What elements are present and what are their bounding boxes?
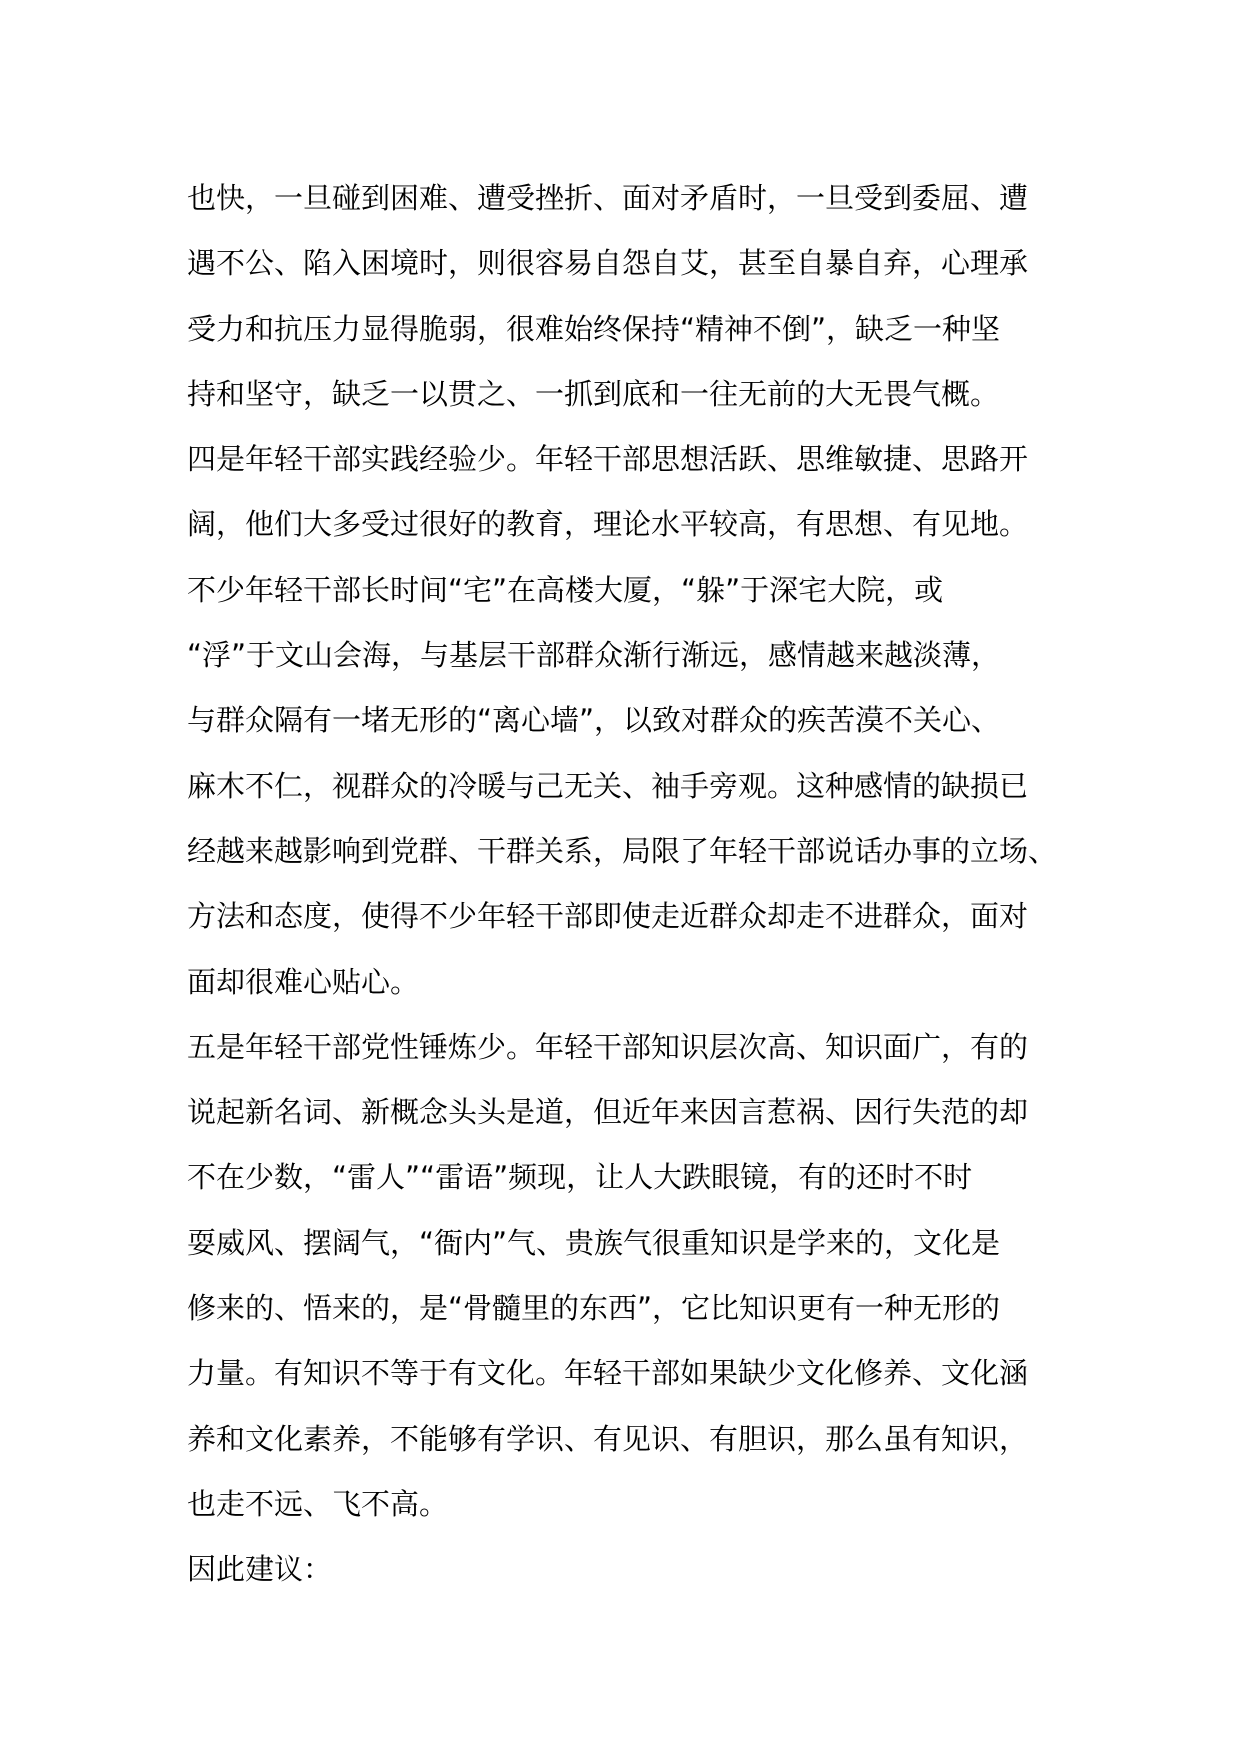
text-line: 养和文化素养，不能够有学识、有见识、有胆识，那么虽有知识，: [187, 1421, 1029, 1456]
text-line: 力量。有知识不等于有文化。年轻干部如果缺少文化修养、文化涵: [187, 1356, 1029, 1391]
body-text: [187, 166, 1067, 1603]
text-line: 耍威风、摆阔气，“衙内”气、贵族气很重知识是学来的，文化是: [187, 1225, 1001, 1260]
text-line: 不在少数，“雷人”“雷语”频现，让人大跌眼镜，有的还时不时: [187, 1160, 973, 1195]
text-line: 受力和抗压力显得脆弱，很难始终保持“精神不倒”，缺乏一种坚: [187, 311, 1001, 346]
text-line: 阔，他们大多受过很好的教育，理论水平较高，有思想、有见地。: [187, 507, 1029, 542]
text-line: 麻木不仁，视群众的冷暖与己无关、袖手旁观。这种感情的缺损已: [187, 768, 1029, 803]
text-line: “浮”于文山会海，与基层干部群众渐行渐远，感情越来越淡薄，: [187, 638, 1001, 673]
text-line: 遇不公、陷入困境时，则很容易自怨自艾，甚至自暴自弃，心理承: [187, 246, 1029, 281]
section-four-heading-line: 四是年轻干部实践经验少。年轻干部思想活跃、思维敏捷、思路开: [187, 442, 1029, 477]
text-line: 持和坚守，缺乏一以贯之、一抓到底和一往无前的大无畏气概。: [187, 376, 1000, 411]
text-line: 经越来越影响到党群、干群关系，局限了年轻干部说话办事的立场、: [187, 833, 1058, 868]
text-line: 与群众隔有一堵无形的“离心墙”，以致对群众的疾苦漠不关心、: [187, 703, 1001, 738]
text-line: 也走不远、飞不高。: [187, 1486, 449, 1521]
text-line: 面却很难心贴心。: [187, 964, 420, 999]
recommendation-intro-line: 因此建议：: [187, 1552, 333, 1587]
section-five-heading-line: 五是年轻干部党性锤炼少。年轻干部知识层次高、知识面广，有的: [187, 1029, 1029, 1064]
text-line: 修来的、悟来的，是“骨髓里的东西”，它比知识更有一种无形的: [187, 1291, 1001, 1326]
text-line: 也快，一旦碰到困难、遭受挫折、面对矛盾时，一旦受到委屈、遭: [187, 181, 1029, 215]
text-line: 不少年轻干部长时间“宅”在高楼大厦，“躲”于深宅大院，或: [187, 572, 944, 607]
text-line: 说起新名词、新概念头头是道，但近年来因言惹祸、因行失范的却: [187, 1095, 1029, 1130]
text-line: 方法和态度，使得不少年轻干部即使走近群众却走不进群众，面对: [187, 899, 1029, 934]
